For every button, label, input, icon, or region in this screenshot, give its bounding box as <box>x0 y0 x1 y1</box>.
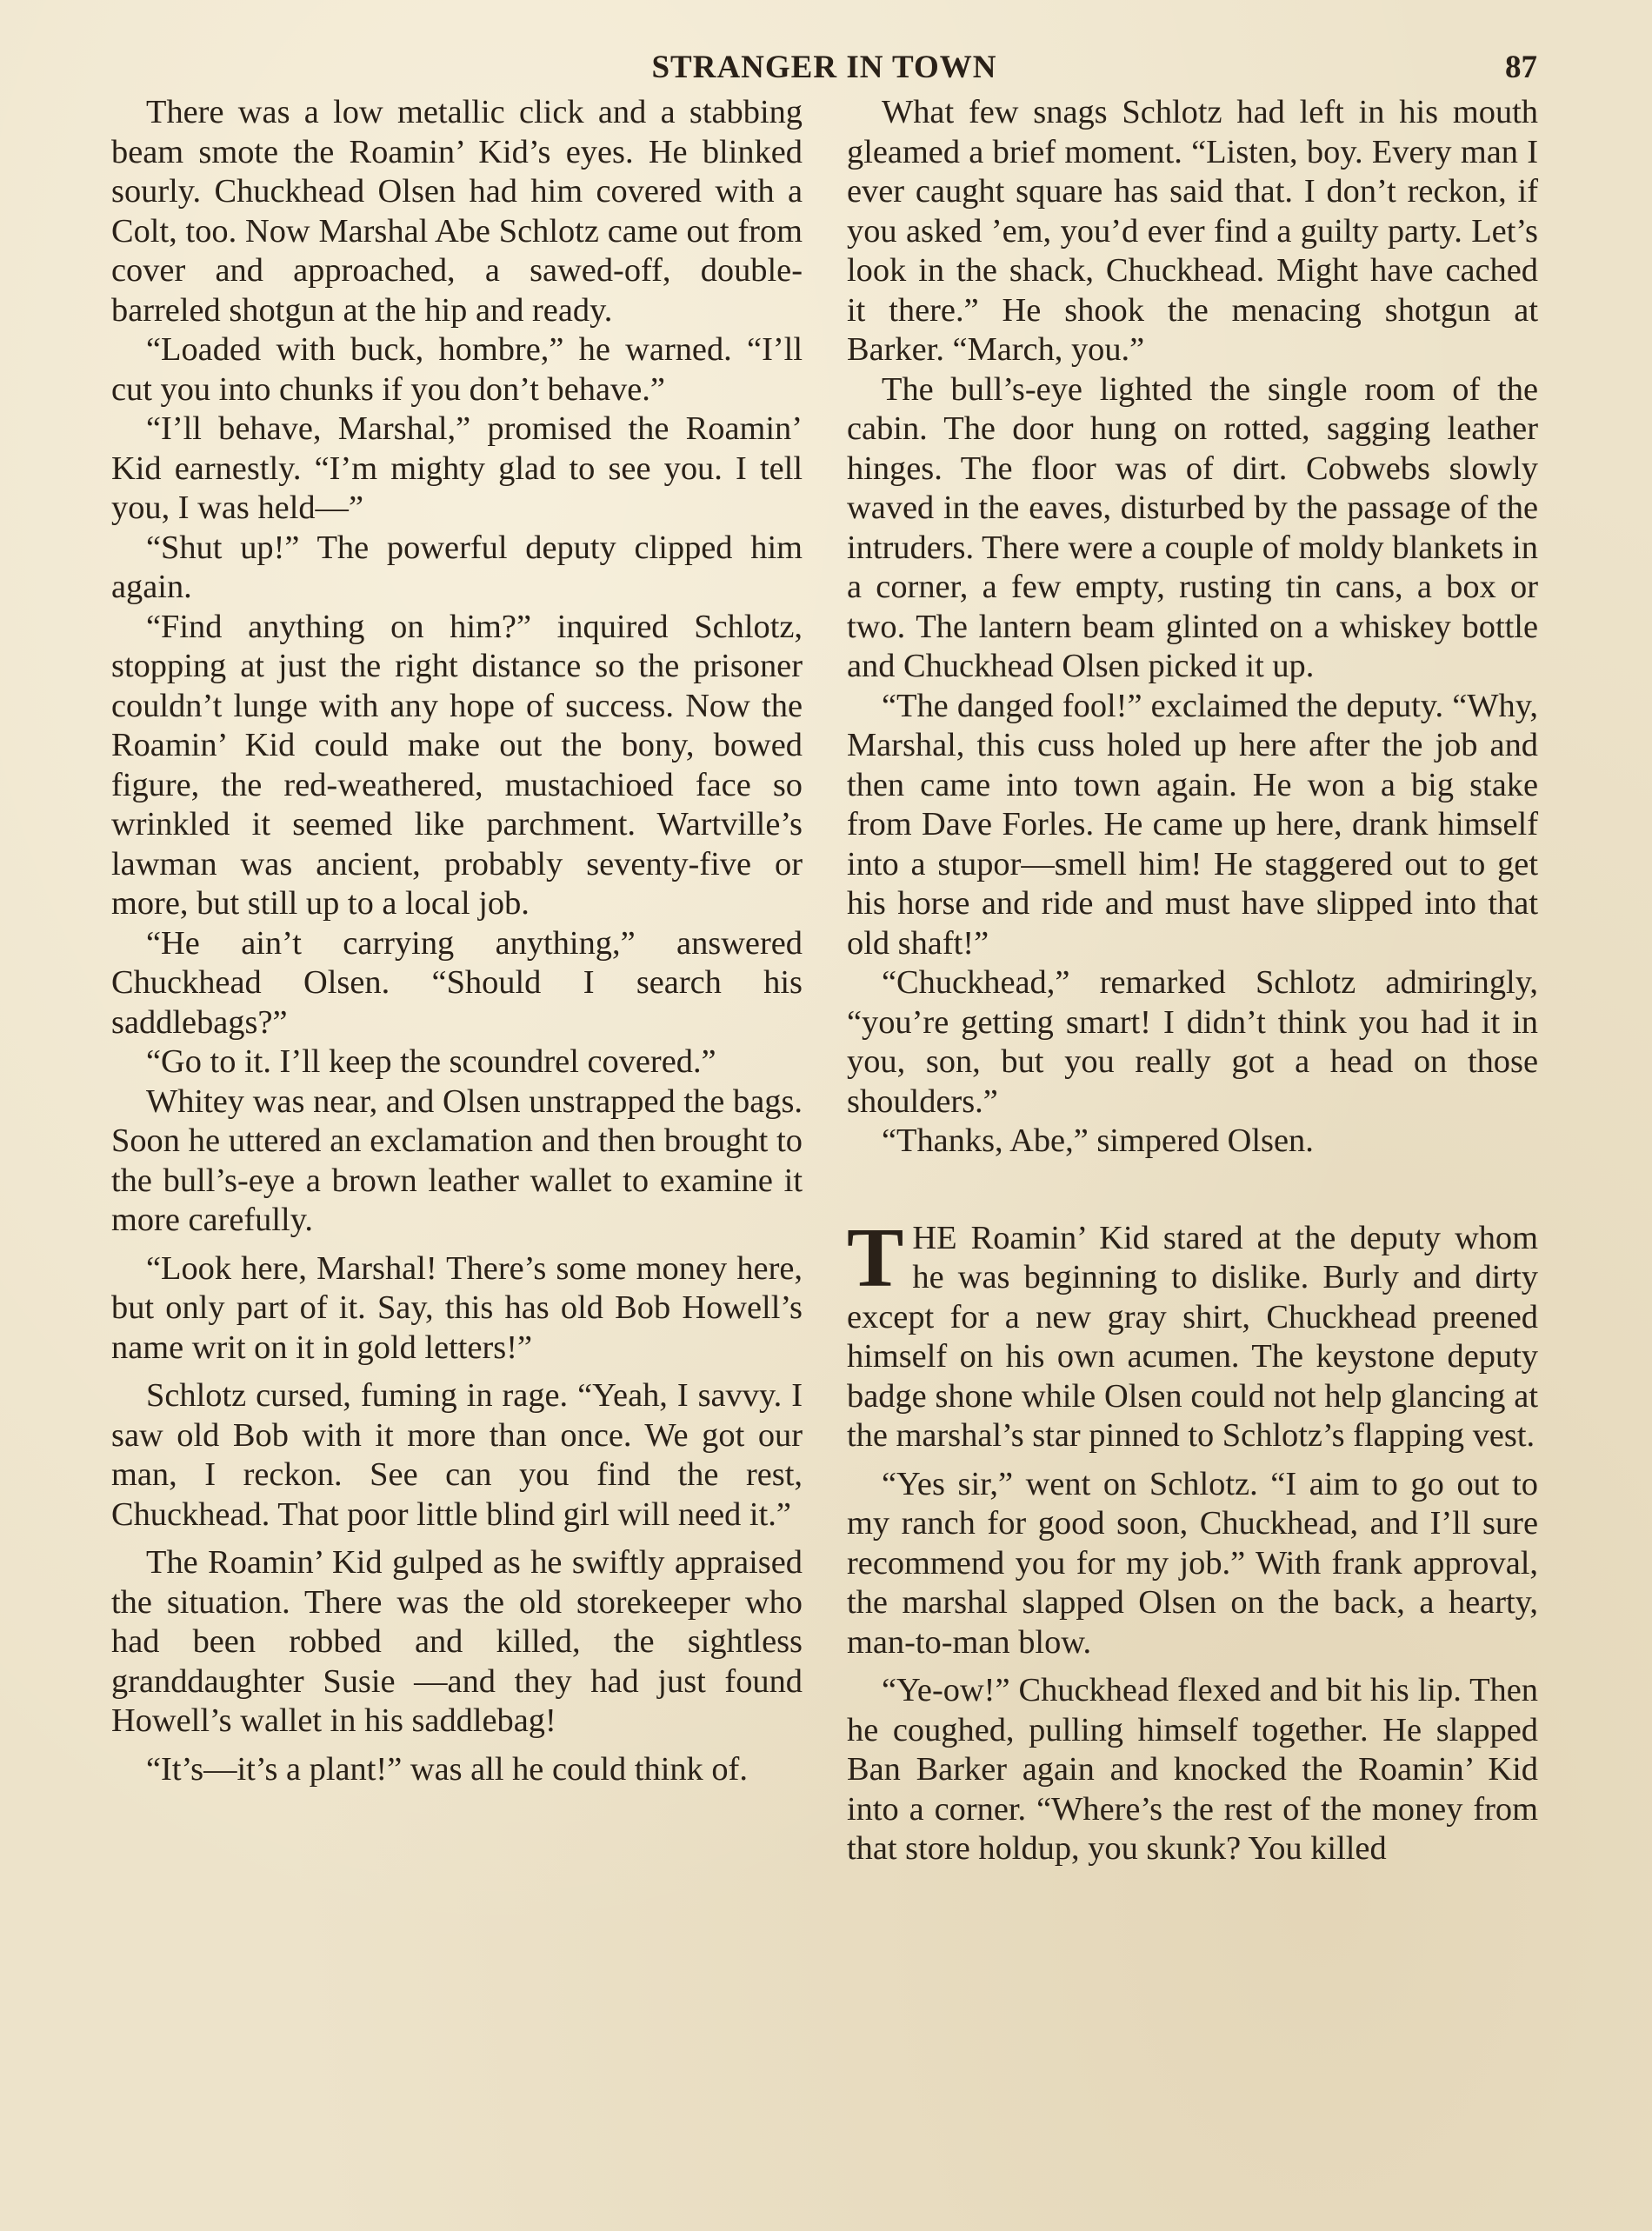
paragraph: “Go to it. I’ll keep the scoundrel covered.” <box>146 1043 716 1080</box>
page-header <box>111 49 1537 92</box>
left-column <box>111 93 803 1789</box>
paragraph: “Loaded with buck, hombre,” he warned. “I’ll cut you into chunks if you don’t behave.” <box>111 331 803 408</box>
section-opening-text: HE Roamin’ Kid stared at the deputy whom he was beginning to dislike. Burly and dirty except for a new gray shirt, Chuckhead preened himself on his own acumen. The keystone deputy badge shone while Olsen could not help glancing at the marshal’s star pinned to Schlotz’s flapping vest. <box>847 1219 1538 1454</box>
paragraph: “Chuckhead,” remarked Schlotz admiringly, “you’re getting smart! I didn’t think you had it in you, son, but you really got a head on those shoulders.” <box>847 964 1538 1120</box>
right-column <box>847 93 1538 1869</box>
paragraph: There was a low metallic click and a stabbing beam smote the Roamin’ Kid’s eyes. He blinked sourly. Chuckhead Olsen had him covered with a Colt, too. Now Marshal Abe Schlotz came out from cover and approached, a sawed-off, double-barreled shotgun at the hip and ready. <box>111 94 803 329</box>
paragraph: “Shut up!” The powerful deputy clipped him again. <box>111 529 803 605</box>
paragraph: “Yes sir,” went on Schlotz. “I aim to go out to my ranch for good soon, Chuckhead, and I’ll sure recommend you for my job.” With frank approval, the marshal slapped Olsen on the back, a hearty, man-to-man blow. <box>847 1465 1538 1661</box>
paragraph: Whitey was near, and Olsen unstrapped the bags. Soon he uttered an exclamation and then brought to the bull’s-eye a brown leather wallet to examine it more carefully. <box>111 1082 803 1238</box>
paragraph: “He ain’t carrying anything,” answered Chuckhead Olsen. “Should I search his saddlebags?” <box>111 924 803 1041</box>
paragraph: “Look here, Marshal! There’s some money here, but only part of it. Say, this has old Bob Howell’s name writ on it in gold letters!” <box>111 1249 803 1366</box>
paragraph: “It’s—it’s a plant!” was all he could think of. <box>146 1750 748 1788</box>
paragraph: “The danged fool!” exclaimed the deputy. “Why, Marshal, this cuss holed up here after the job and then came into town again. He won a big stake from Dave Forles. He came up here, drank himself into a stupor—smell him! He staggered out to get his horse and ride and must have slipped into that old shaft!” <box>847 687 1538 962</box>
paragraph: The bull’s-eye lighted the single room of the cabin. The door hung on rotted, sagging leather hinges. The floor was of dirt. Cobwebs slowly waved in the eaves, disturbed by the passage of the intruders. There were a couple of moldy blankets in a corner, a few empty, rusting tin cans, a box or two. The lantern beam glinted on a whiskey bottle and Chuckhead Olsen picked it up. <box>847 370 1538 684</box>
page-number: 87 <box>1505 50 1537 85</box>
section-opening-paragraph <box>847 1210 1538 1456</box>
paragraph: “Find anything on him?” inquired Schlotz, stopping at just the right distance so the prisoner couldn’t lunge with any hope of success. Now the Roamin’ Kid could make out the bony, bowed figure, the red-weathered, mustachioed face so wrinkled it seemed like parchment. Wartville’s lawman was ancient, probably seventy-five or more, but still up to a local job. <box>111 608 803 922</box>
drop-cap: T <box>847 1210 904 1305</box>
running-head: STRANGER IN TOWN <box>651 50 997 85</box>
paragraph: “I’ll behave, Marshal,” promised the Roamin’ Kid earnestly. “I’m mighty glad to see you. I tell you, I was held—” <box>111 410 803 526</box>
paragraph: “Ye-ow!” Chuckhead flexed and bit his lip. Then he coughed, pulling himself together. He slapped Ban Barker again and knocked the Roamin’ Kid into a corner. “Where’s the rest of the money from that store holdup, you skunk? You killed <box>847 1672 1538 1867</box>
paragraph: Schlotz cursed, fuming in rage. “Yeah, I savvy. I saw old Bob with it more than once. We got our man, I reckon. See can you find the rest, Chuckhead. That poor little blind girl will need it.” <box>111 1377 803 1533</box>
paragraph: The Roamin’ Kid gulped as he swiftly appraised the situation. There was the old storekeeper who had been robbed and killed, the sightless granddaughter Susie —and they had just found Howell’s wallet in his saddlebag! <box>111 1544 803 1739</box>
paragraph: “Thanks, Abe,” simpered Olsen. <box>882 1122 1314 1159</box>
paragraph: What few snags Schlotz had left in his mouth gleamed a brief moment. “Listen, boy. Every man I ever caught square has said that. I don’t reckon, if you asked ’em, you’d ever find a guilty party. Let’s look in the shack, Chuckhead. Might have cached it there.” He shook the menacing shotgun at Barker. “March, you.” <box>847 94 1538 368</box>
